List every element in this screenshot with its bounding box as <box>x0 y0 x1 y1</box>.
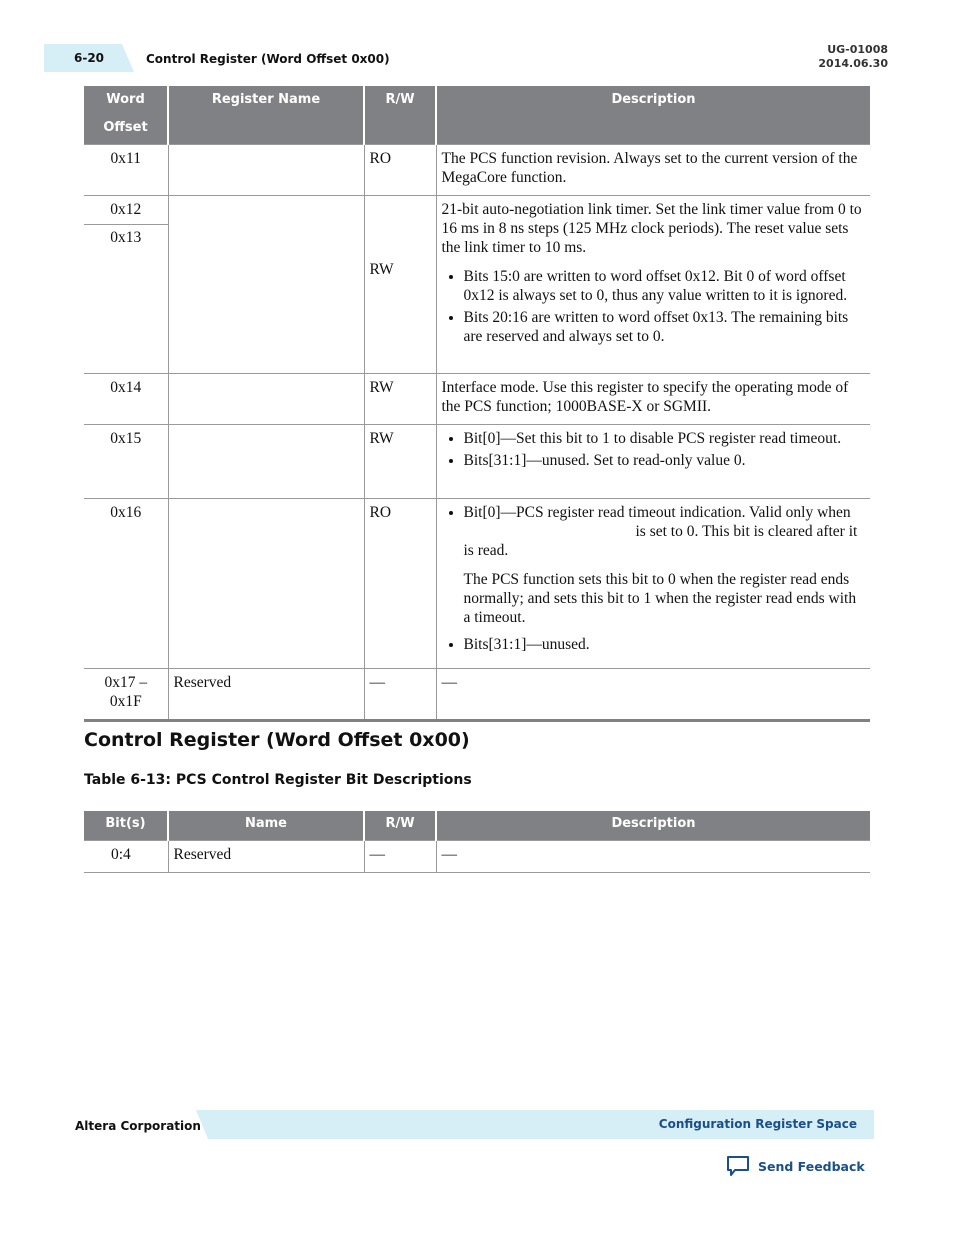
rw-cell: RW <box>364 374 436 425</box>
bullet-text-part1: Bit[0]—PCS register read timeout indication. Valid only when <box>463 504 851 521</box>
description-cell: Interface mode. Use this register to specify the operating mode of the PCS function; 1000BASE-X or SGMII. <box>436 374 870 425</box>
description-text: 21-bit auto-negotiation link timer. Set the link timer value from 0 to 16 ms in 8 ns steps (125 MHz clock periods). The reset value sets the link timer to 10 ms. <box>441 201 862 256</box>
description-cell: — <box>436 841 870 873</box>
column-header-register-name: Register Name <box>168 86 364 145</box>
bullet-paragraph: The PCS function sets this bit to 0 when the register read ends normally; and sets this bit to 1 when the register read ends with a timeout. <box>463 571 857 626</box>
column-header-bits: Bit(s) <box>84 811 168 841</box>
speech-bubble-icon <box>726 1155 750 1177</box>
list-item <box>464 503 866 627</box>
table-row <box>84 669 870 721</box>
list-item: • Bit[0]—Set this bit to 1 to disable PCS register read timeout. <box>464 429 866 448</box>
column-header-name: Name <box>168 811 364 841</box>
table-header-row <box>84 86 870 145</box>
word-offset-0x12: 0x12 <box>84 196 168 225</box>
column-header-description: Description <box>436 86 870 145</box>
word-offset-0x13: 0x13 <box>110 229 142 246</box>
word-offset-cell <box>84 669 168 721</box>
rw-cell: RW <box>364 425 436 499</box>
register-name-cell <box>168 145 364 196</box>
description-cell <box>436 425 870 499</box>
column-header-word-offset: Word Offset <box>84 86 168 145</box>
word-offset-0x1f: 0x1F <box>109 693 142 710</box>
word-offset-0x17: 0x17 – <box>104 674 148 691</box>
table-row <box>84 145 870 196</box>
table-row <box>84 499 870 669</box>
list-item: • Bits 15:0 are written to word offset 0x12. Bit 0 of word offset 0x12 is always set to 0, thus any value written to it is ignored. <box>464 267 866 305</box>
page-number: 6-20 <box>73 51 105 65</box>
rw-cell: RW <box>364 196 436 374</box>
send-feedback-link[interactable] <box>726 1154 865 1178</box>
description-cell: The PCS function revision. Always set to the current version of the MegaCore function. <box>436 145 870 196</box>
register-name-cell: Reserved <box>168 669 364 721</box>
description-cell: — <box>436 669 870 721</box>
doc-date: 2014.06.30 <box>818 57 888 70</box>
register-name-cell <box>168 499 364 669</box>
name-cell: Reserved <box>168 841 364 873</box>
bits-cell: 0:4 <box>84 841 168 873</box>
table-row <box>84 841 870 873</box>
word-offset-cell: 0x14 <box>84 374 168 425</box>
table-row <box>84 374 870 425</box>
page-number-tab <box>44 44 134 72</box>
list-item: • Bits 20:16 are written to word offset 0x13. The remaining bits are reserved and always set to 0. <box>464 308 866 346</box>
bullet-list <box>442 267 866 346</box>
column-header-rw: R/W <box>364 86 436 145</box>
section-title: Control Register (Word Offset 0x00) <box>84 729 470 751</box>
footer-company: Altera Corporation <box>75 1119 201 1133</box>
header-doc-info <box>818 43 888 71</box>
bullet-text-part2: is set to 0. This bit is cleared after it is read. <box>463 523 858 559</box>
list-item: • Bits[31:1]—unused. <box>464 635 866 654</box>
word-offset-cell: 0x11 <box>84 145 168 196</box>
word-offset-cell: 0x15 <box>84 425 168 499</box>
rw-cell: RO <box>364 499 436 669</box>
rw-cell: — <box>364 669 436 721</box>
list-item: • Bits[31:1]—unused. Set to read-only value 0. <box>464 451 866 470</box>
bullet-list <box>442 503 866 654</box>
table-caption: Table 6-13: PCS Control Register Bit Descriptions <box>84 772 472 788</box>
table-row <box>84 425 870 499</box>
table-header-row <box>84 811 870 841</box>
control-register-table <box>84 811 870 873</box>
footer-section-link[interactable]: Configuration Register Space <box>658 1117 857 1131</box>
description-cell <box>436 196 870 374</box>
register-table <box>84 86 870 722</box>
description-cell <box>436 499 870 669</box>
word-offset-cell <box>84 196 168 374</box>
send-feedback-label: Send Feedback <box>758 1158 865 1174</box>
register-name-cell <box>168 196 364 374</box>
register-name-cell <box>168 425 364 499</box>
rw-cell: — <box>364 841 436 873</box>
rw-cell: RO <box>364 145 436 196</box>
table-row <box>84 196 870 374</box>
bullet-list <box>442 429 866 470</box>
header-title: Control Register (Word Offset 0x00) <box>146 52 390 66</box>
doc-id: UG-01008 <box>827 43 888 56</box>
column-header-description: Description <box>436 811 870 841</box>
column-header-rw: R/W <box>364 811 436 841</box>
word-offset-cell: 0x16 <box>84 499 168 669</box>
register-name-cell <box>168 374 364 425</box>
